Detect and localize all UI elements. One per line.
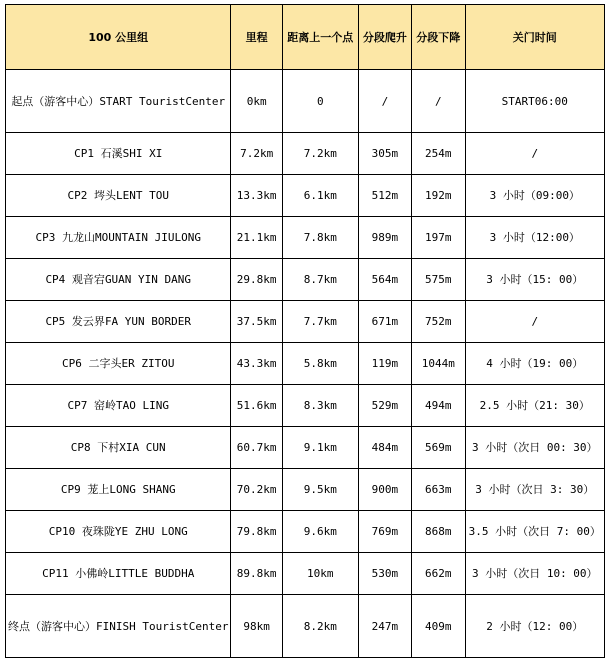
point-cell: CP3 九龙山MOUNTAIN JIULONG [6, 217, 231, 259]
table-row [6, 301, 605, 343]
descent-cell: 868m [412, 511, 466, 553]
distance-cell: 8.2km [282, 595, 358, 658]
mileage-cell: 13.3km [231, 175, 282, 217]
header-group: 100 公里组 [6, 5, 231, 70]
cutoff-cell: 3 小时（12:00） [465, 217, 604, 259]
cutoff-cell: 3 小时（15: 00） [465, 259, 604, 301]
distance-cell: 9.6km [282, 511, 358, 553]
header-row [6, 5, 605, 70]
descent-cell: 254m [412, 133, 466, 175]
cutoff-cell: 3.5 小时（次日 7: 00） [465, 511, 604, 553]
mileage-cell: 98km [231, 595, 282, 658]
climb-cell: 900m [358, 469, 411, 511]
mileage-cell: 21.1km [231, 217, 282, 259]
point-cell: CP11 小佛岭LITTLE BUDDHA [6, 553, 231, 595]
descent-cell: / [412, 70, 466, 133]
table-row [6, 427, 605, 469]
climb-cell: 769m [358, 511, 411, 553]
distance-cell: 8.7km [282, 259, 358, 301]
climb-cell: 305m [358, 133, 411, 175]
table-row [6, 553, 605, 595]
point-cell: CP9 茏上LONG SHANG [6, 469, 231, 511]
cutoff-cell: 3 小时（次日 3: 30） [465, 469, 604, 511]
distance-cell: 8.3km [282, 385, 358, 427]
descent-cell: 569m [412, 427, 466, 469]
cutoff-cell: / [465, 301, 604, 343]
point-cell: CP6 二字头ER ZITOU [6, 343, 231, 385]
point-cell: CP4 观音宕GUAN YIN DANG [6, 259, 231, 301]
descent-cell: 494m [412, 385, 466, 427]
descent-cell: 752m [412, 301, 466, 343]
mileage-cell: 79.8km [231, 511, 282, 553]
climb-cell: 484m [358, 427, 411, 469]
mileage-cell: 60.7km [231, 427, 282, 469]
point-cell: CP7 窑岭TAO LING [6, 385, 231, 427]
header-descent: 分段下降 [412, 5, 466, 70]
distance-cell: 5.8km [282, 343, 358, 385]
table-row [6, 595, 605, 658]
cutoff-cell: / [465, 133, 604, 175]
point-cell: CP2 埁头LENT TOU [6, 175, 231, 217]
mileage-cell: 70.2km [231, 469, 282, 511]
table-row [6, 217, 605, 259]
table-row [6, 511, 605, 553]
header-mileage: 里程 [231, 5, 282, 70]
table-row [6, 175, 605, 217]
cutoff-cell: 3 小时（次日 10: 00） [465, 553, 604, 595]
point-cell: CP10 夜珠陇YE ZHU LONG [6, 511, 231, 553]
table-row [6, 70, 605, 133]
mileage-cell: 0km [231, 70, 282, 133]
mileage-cell: 89.8km [231, 553, 282, 595]
climb-cell: 530m [358, 553, 411, 595]
distance-cell: 7.8km [282, 217, 358, 259]
climb-cell: / [358, 70, 411, 133]
climb-cell: 512m [358, 175, 411, 217]
descent-cell: 409m [412, 595, 466, 658]
point-cell: CP1 石溪SHI XI [6, 133, 231, 175]
descent-cell: 575m [412, 259, 466, 301]
distance-cell: 6.1km [282, 175, 358, 217]
cutoff-cell: 3 小时（次日 00: 30） [465, 427, 604, 469]
distance-cell: 9.5km [282, 469, 358, 511]
climb-cell: 119m [358, 343, 411, 385]
mileage-cell: 7.2km [231, 133, 282, 175]
distance-cell: 9.1km [282, 427, 358, 469]
climb-cell: 671m [358, 301, 411, 343]
descent-cell: 1044m [412, 343, 466, 385]
distance-cell: 10km [282, 553, 358, 595]
climb-cell: 529m [358, 385, 411, 427]
header-climb: 分段爬升 [358, 5, 411, 70]
table-row [6, 259, 605, 301]
mileage-cell: 43.3km [231, 343, 282, 385]
table-row [6, 343, 605, 385]
distance-cell: 7.2km [282, 133, 358, 175]
table-row [6, 469, 605, 511]
race-checkpoint-table [5, 4, 605, 658]
point-cell: 终点（游客中心）FINISH TouristCenter [6, 595, 231, 658]
climb-cell: 989m [358, 217, 411, 259]
table-row [6, 385, 605, 427]
point-cell: CP8 下村XIA CUN [6, 427, 231, 469]
descent-cell: 663m [412, 469, 466, 511]
mileage-cell: 37.5km [231, 301, 282, 343]
table-row [6, 133, 605, 175]
mileage-cell: 51.6km [231, 385, 282, 427]
climb-cell: 247m [358, 595, 411, 658]
cutoff-cell: 4 小时（19: 00） [465, 343, 604, 385]
point-cell: CP5 发云界FA YUN BORDER [6, 301, 231, 343]
cutoff-cell: 3 小时（09:00） [465, 175, 604, 217]
cutoff-cell: START06:00 [465, 70, 604, 133]
descent-cell: 662m [412, 553, 466, 595]
distance-cell: 7.7km [282, 301, 358, 343]
distance-cell: 0 [282, 70, 358, 133]
cutoff-cell: 2 小时（12: 00） [465, 595, 604, 658]
point-cell: 起点（游客中心）START TouristCenter [6, 70, 231, 133]
climb-cell: 564m [358, 259, 411, 301]
descent-cell: 192m [412, 175, 466, 217]
header-cutoff: 关门时间 [465, 5, 604, 70]
descent-cell: 197m [412, 217, 466, 259]
mileage-cell: 29.8km [231, 259, 282, 301]
cutoff-cell: 2.5 小时（21: 30） [465, 385, 604, 427]
header-distance: 距离上一个点 [282, 5, 358, 70]
